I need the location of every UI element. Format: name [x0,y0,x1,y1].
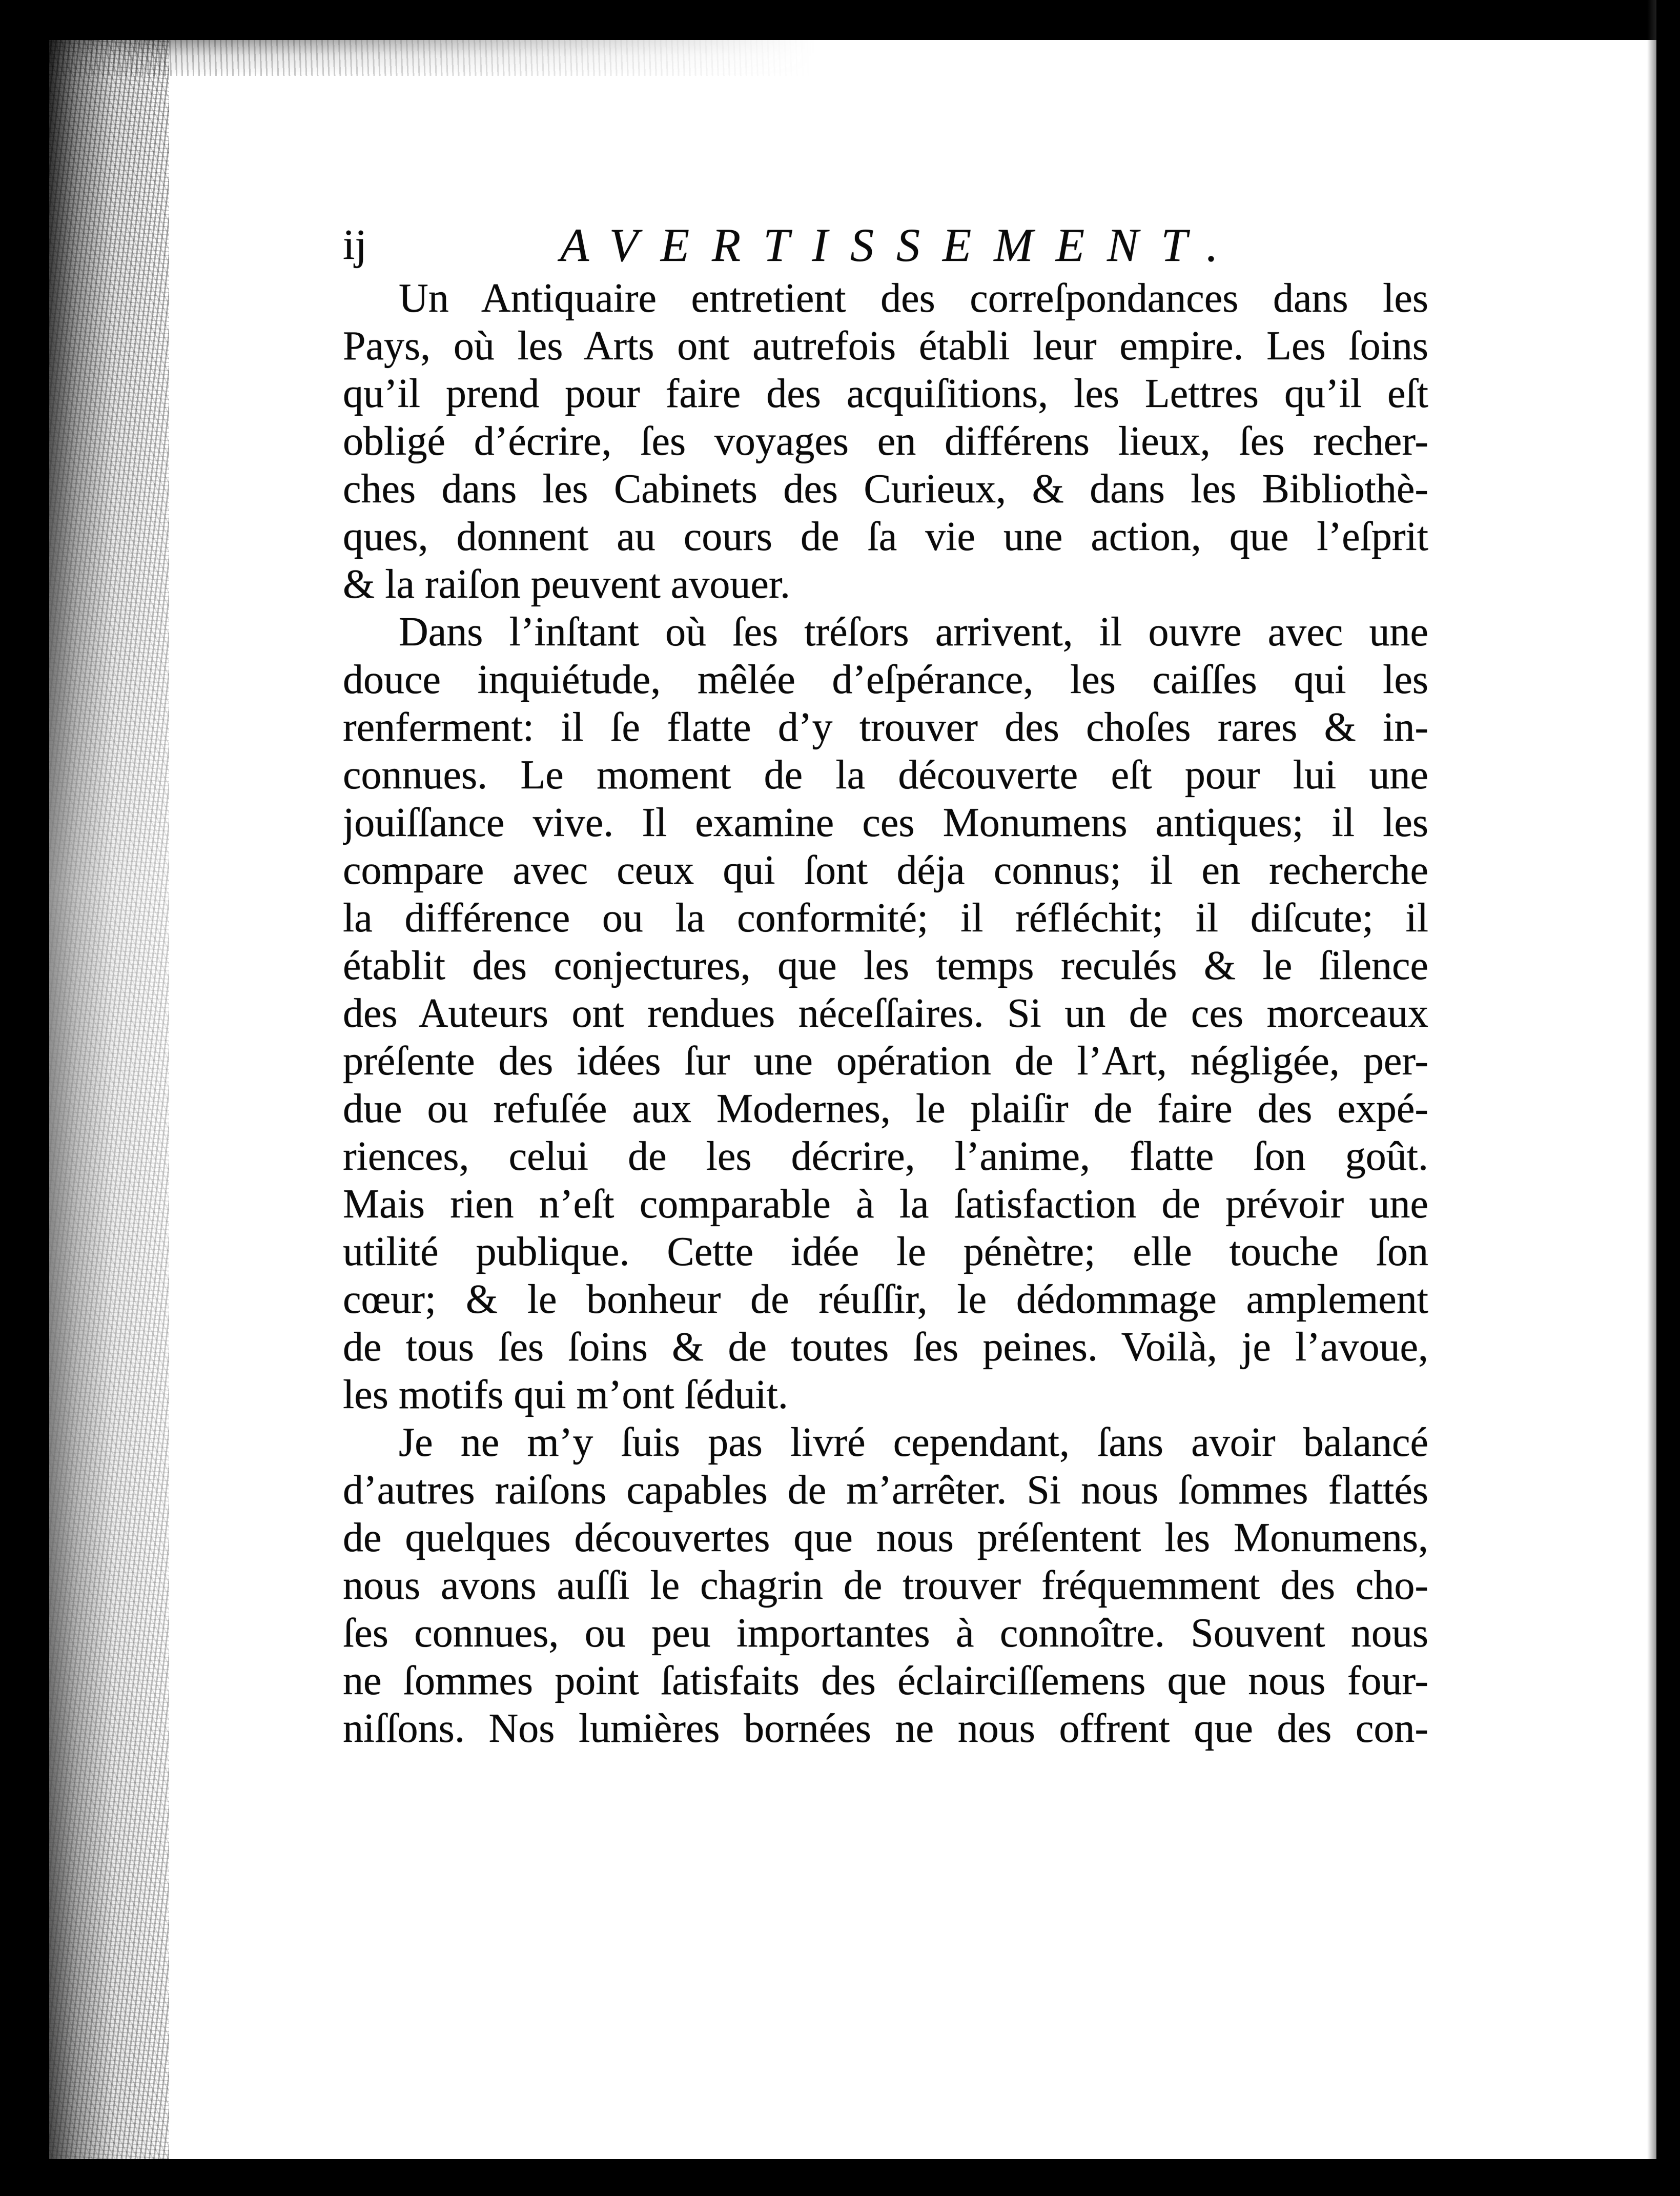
text-line: qu’il prend pour faire des acquiſitions, les Lettres qu’il eſt [343,371,1428,416]
text-line: douce inquiétude, mêlée d’eſpérance, les caiſſes qui les [343,657,1428,702]
text-line: de tous ſes ſoins & de toutes ſes peines. Voilà, je l’avoue, [343,1325,1428,1370]
text-line: niſſons. Nos lumières bornées ne nous offrent que des con- [343,1706,1428,1751]
paragraph [343,275,1428,608]
scan-border-bottom [0,2159,1680,2196]
scan-border-top [0,0,1680,40]
text-line: ne ſommes point ſatisfaits des éclairciſſemens que nous four- [343,1658,1428,1703]
text-line: Je ne m’y ſuis pas livré cependant, ſans avoir balancé [399,1420,1428,1465]
text-line: ches dans les Cabinets des Curieux, & dans les Bibliothè- [343,466,1428,512]
text-line: d’autres raiſons capables de m’arrêter. Si nous ſommes flattés [343,1468,1428,1513]
scan-border-left [0,0,49,2196]
text-line: établit des conjectures, que les temps reculés & le ſilence [343,943,1428,988]
paragraph [343,608,1428,1419]
text-line: utilité publique. Cette idée le pénètre; elle touche ſon [343,1229,1428,1274]
scan-noise-left [46,40,169,2159]
text-line: ſes connues, ou peu importantes à connoître. Souvent nous [343,1611,1428,1656]
text-line: Dans l’inſtant où ſes tréſors arrivent, il ouvre avec une [399,609,1428,655]
body-text [343,275,1428,1753]
text-line: Mais rien n’eſt comparable à la ſatisfaction de prévoir une [343,1182,1428,1227]
text-line: des Auteurs ont rendues néceſſaires. Si un de ces morceaux [343,991,1428,1036]
text-line: Un Antiquaire entretient des correſpondances dans les [399,276,1428,321]
text-line: la différence ou la conformité; il réfléchit; il diſcute; il [343,896,1428,941]
text-line: nous avons auſſi le chagrin de trouver fréquemment des cho- [343,1563,1428,1608]
text-line: les motifs qui m’ont ſéduit. [343,1372,788,1417]
text-line: Pays, où les Arts ont autrefois établi leur empire. Les ſoins [343,323,1428,369]
text-line: compare avec ceux qui ſont déja connus; il en recherche [343,848,1428,893]
text-line: cœur; & le bonheur de réuſſir, le dédommage amplement [343,1277,1428,1322]
text-line: & la raiſon peuvent avouer. [343,562,791,607]
text-line: préſente des idées ſur une opération de l’Art, négligée, per- [343,1039,1428,1084]
paragraph [343,1419,1428,1753]
text-line: riences, celui de les décrire, l’anime, flatte ſon goût. [343,1134,1428,1179]
text-line: jouiſſance vive. Il examine ces Monumens antiques; il les [343,800,1428,845]
text-line: connues. Le moment de la découverte eſt pour lui une [343,753,1428,798]
text-line: de quelques découvertes que nous préſentent les Monumens, [343,1515,1428,1560]
page-title: AVERTISSEMENT. [560,219,1241,271]
page-number: ij [343,221,367,269]
text-line: due ou refuſée aux Modernes, le plaiſir de faire des expé- [343,1086,1428,1131]
text-line: obligé d’écrire, ſes voyages en différens lieux, ſes recher- [343,419,1428,464]
text-line: ques, donnent au cours de ſa vie une action, que l’eſprit [343,514,1428,559]
text-line: renferment: il ſe flatte d’y trouver des choſes rares & in- [343,705,1428,750]
scan-shadow-right [1647,0,1656,2196]
scan-border-right [1656,0,1680,2196]
